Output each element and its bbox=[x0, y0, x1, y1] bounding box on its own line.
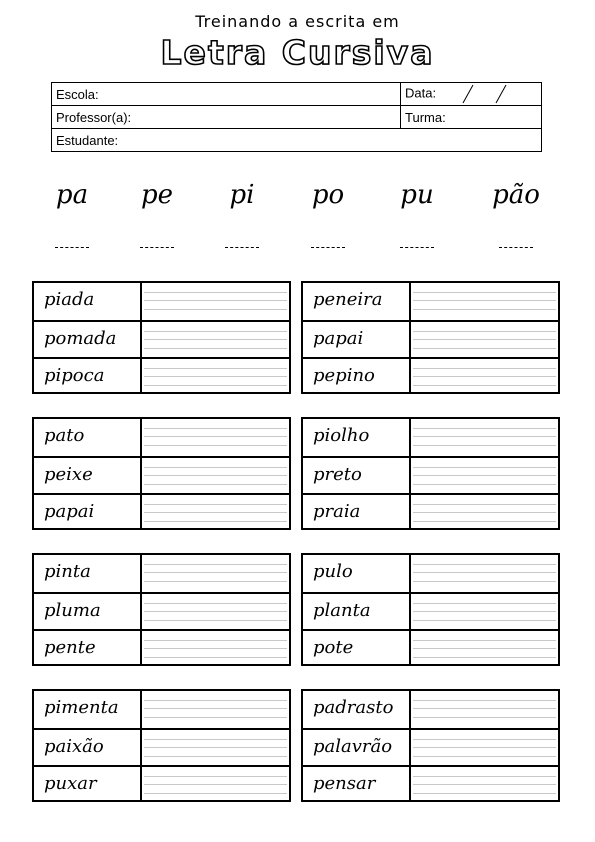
guide-line bbox=[413, 657, 556, 658]
guide-line bbox=[413, 376, 556, 377]
model-word: puxar bbox=[34, 767, 142, 802]
guide-line bbox=[144, 581, 287, 582]
guide-line bbox=[413, 756, 556, 757]
practice-row bbox=[34, 629, 289, 666]
writing-lines[interactable] bbox=[142, 458, 289, 493]
student-field[interactable] bbox=[52, 129, 542, 152]
writing-lines[interactable] bbox=[411, 283, 558, 320]
guide-line bbox=[413, 640, 556, 641]
guide-line bbox=[144, 603, 287, 604]
practice-row bbox=[303, 283, 558, 320]
practice-row bbox=[34, 555, 289, 592]
syllable-writing-line[interactable] bbox=[400, 247, 434, 248]
school-field[interactable] bbox=[52, 83, 401, 106]
model-word: pote bbox=[303, 631, 411, 666]
syllable-item bbox=[117, 175, 197, 248]
guide-line bbox=[413, 739, 556, 740]
writing-lines[interactable] bbox=[411, 767, 558, 802]
practice-row bbox=[34, 691, 289, 728]
guide-line bbox=[144, 368, 287, 369]
guide-line bbox=[413, 385, 556, 386]
guide-line bbox=[413, 368, 556, 369]
date-separator-icon bbox=[462, 84, 474, 104]
writing-lines[interactable] bbox=[411, 594, 558, 629]
practice-row bbox=[34, 728, 289, 765]
guide-line bbox=[413, 793, 556, 794]
guide-line bbox=[144, 793, 287, 794]
writing-lines[interactable] bbox=[411, 631, 558, 666]
model-word: peixe bbox=[34, 458, 142, 493]
practice-card bbox=[301, 281, 560, 394]
practice-row bbox=[34, 357, 289, 394]
model-word: praia bbox=[303, 495, 411, 530]
writing-lines[interactable] bbox=[411, 730, 558, 765]
guide-line bbox=[413, 292, 556, 293]
model-word: piada bbox=[34, 283, 142, 320]
practice-card bbox=[32, 689, 291, 802]
guide-line bbox=[413, 572, 556, 573]
practice-row bbox=[303, 691, 558, 728]
practice-card bbox=[32, 281, 291, 394]
practice-card bbox=[32, 417, 291, 530]
syllable-text: pa bbox=[55, 180, 89, 210]
guide-line bbox=[144, 467, 287, 468]
syllable-text: pi bbox=[229, 180, 255, 210]
syllable-row bbox=[32, 175, 560, 265]
guide-line bbox=[413, 521, 556, 522]
practice-row bbox=[303, 493, 558, 530]
practice-row bbox=[303, 629, 558, 666]
writing-lines[interactable] bbox=[411, 359, 558, 394]
guide-line bbox=[413, 428, 556, 429]
model-word: pluma bbox=[34, 594, 142, 629]
practice-row bbox=[303, 728, 558, 765]
date-label: Data: bbox=[405, 85, 437, 101]
writing-lines[interactable] bbox=[142, 555, 289, 592]
practice-card bbox=[301, 417, 560, 530]
model-word: planta bbox=[303, 594, 411, 629]
writing-lines[interactable] bbox=[142, 691, 289, 728]
guide-line bbox=[413, 512, 556, 513]
model-word: pulo bbox=[303, 555, 411, 592]
guide-line bbox=[413, 331, 556, 332]
guide-line bbox=[413, 717, 556, 718]
guide-line bbox=[144, 620, 287, 621]
guide-line bbox=[144, 436, 287, 437]
practice-card bbox=[32, 553, 291, 666]
guide-line bbox=[413, 648, 556, 649]
guide-line bbox=[144, 504, 287, 505]
practice-row bbox=[303, 765, 558, 802]
student-label: Estudante: bbox=[56, 132, 119, 148]
guide-line bbox=[413, 700, 556, 701]
guide-line bbox=[413, 784, 556, 785]
writing-lines[interactable] bbox=[142, 495, 289, 530]
guide-line bbox=[144, 339, 287, 340]
guide-line bbox=[144, 784, 287, 785]
syllable-item bbox=[377, 175, 457, 248]
guide-line bbox=[144, 708, 287, 709]
model-word: pimenta bbox=[34, 691, 142, 728]
guide-line bbox=[144, 331, 287, 332]
writing-lines[interactable] bbox=[411, 322, 558, 357]
guide-line bbox=[144, 348, 287, 349]
guide-line bbox=[413, 504, 556, 505]
guide-line bbox=[144, 776, 287, 777]
practice-row bbox=[303, 419, 558, 456]
writing-lines[interactable] bbox=[142, 730, 289, 765]
guide-line bbox=[144, 309, 287, 310]
guide-line bbox=[144, 428, 287, 429]
writing-lines[interactable] bbox=[142, 594, 289, 629]
guide-line bbox=[413, 475, 556, 476]
guide-line bbox=[144, 385, 287, 386]
practice-row bbox=[34, 456, 289, 493]
syllable-writing-line[interactable] bbox=[311, 247, 345, 248]
guide-line bbox=[144, 700, 287, 701]
writing-lines[interactable] bbox=[142, 359, 289, 394]
syllable-writing-line[interactable] bbox=[140, 247, 174, 248]
writing-lines[interactable] bbox=[142, 631, 289, 666]
guide-line bbox=[144, 292, 287, 293]
guide-line bbox=[413, 708, 556, 709]
class-label: Turma: bbox=[405, 109, 446, 125]
model-word: pente bbox=[34, 631, 142, 666]
syllable-text: po bbox=[311, 180, 345, 210]
writing-lines[interactable] bbox=[142, 283, 289, 320]
writing-lines[interactable] bbox=[411, 691, 558, 728]
guide-line bbox=[413, 776, 556, 777]
teacher-field[interactable] bbox=[52, 106, 401, 129]
guide-line bbox=[144, 521, 287, 522]
model-word: peneira bbox=[303, 283, 411, 320]
worksheet-subtitle: Treinando a escrita em bbox=[195, 12, 400, 31]
guide-line bbox=[144, 640, 287, 641]
writing-lines[interactable] bbox=[411, 458, 558, 493]
practice-row bbox=[303, 555, 558, 592]
practice-row bbox=[303, 357, 558, 394]
guide-line bbox=[413, 300, 556, 301]
model-word: pomada bbox=[34, 322, 142, 357]
model-word: padrasto bbox=[303, 691, 411, 728]
model-word: pepino bbox=[303, 359, 411, 394]
syllable-item bbox=[202, 175, 282, 248]
guide-line bbox=[144, 739, 287, 740]
practice-card bbox=[301, 689, 560, 802]
guide-line bbox=[144, 611, 287, 612]
guide-line bbox=[413, 620, 556, 621]
practice-row bbox=[303, 320, 558, 357]
guide-line bbox=[144, 512, 287, 513]
syllable-item bbox=[288, 175, 368, 248]
guide-line bbox=[144, 572, 287, 573]
practice-row bbox=[34, 493, 289, 530]
model-word: papai bbox=[34, 495, 142, 530]
guide-line bbox=[144, 475, 287, 476]
writing-lines[interactable] bbox=[411, 419, 558, 456]
guide-line bbox=[144, 747, 287, 748]
guide-line bbox=[144, 657, 287, 658]
syllable-writing-line[interactable] bbox=[55, 247, 89, 248]
guide-line bbox=[413, 484, 556, 485]
syllable-item bbox=[476, 175, 556, 248]
guide-line bbox=[413, 309, 556, 310]
model-word: pensar bbox=[303, 767, 411, 802]
practice-row bbox=[303, 456, 558, 493]
practice-card bbox=[301, 553, 560, 666]
guide-line bbox=[413, 445, 556, 446]
syllable-text: pe bbox=[140, 180, 174, 210]
model-word: papai bbox=[303, 322, 411, 357]
practice-row bbox=[34, 592, 289, 629]
guide-line bbox=[413, 611, 556, 612]
model-word: palavrão bbox=[303, 730, 411, 765]
practice-row bbox=[34, 419, 289, 456]
writing-lines[interactable] bbox=[142, 419, 289, 456]
guide-line bbox=[413, 348, 556, 349]
guide-line bbox=[413, 603, 556, 604]
guide-line bbox=[144, 484, 287, 485]
school-label: Escola: bbox=[56, 86, 99, 102]
syllable-text: pão bbox=[492, 180, 540, 210]
model-word: pato bbox=[34, 419, 142, 456]
model-word: pinta bbox=[34, 555, 142, 592]
writing-lines[interactable] bbox=[411, 495, 558, 530]
practice-row bbox=[303, 592, 558, 629]
practice-row bbox=[34, 765, 289, 802]
guide-line bbox=[413, 747, 556, 748]
worksheet-title: Letra Cursiva bbox=[160, 33, 435, 72]
guide-line bbox=[413, 581, 556, 582]
class-field[interactable] bbox=[401, 106, 542, 129]
model-word: preto bbox=[303, 458, 411, 493]
guide-line bbox=[144, 564, 287, 565]
guide-line bbox=[144, 376, 287, 377]
model-word: piolho bbox=[303, 419, 411, 456]
guide-line bbox=[144, 648, 287, 649]
date-separator-icon bbox=[495, 84, 507, 104]
guide-line bbox=[144, 445, 287, 446]
guide-line bbox=[144, 756, 287, 757]
practice-row bbox=[34, 283, 289, 320]
guide-line bbox=[413, 339, 556, 340]
guide-line bbox=[413, 564, 556, 565]
guide-line bbox=[144, 717, 287, 718]
guide-line bbox=[413, 467, 556, 468]
model-word: paixão bbox=[34, 730, 142, 765]
student-info-form bbox=[51, 82, 542, 152]
syllable-item bbox=[32, 175, 112, 248]
writing-lines[interactable] bbox=[142, 767, 289, 802]
writing-lines[interactable] bbox=[142, 322, 289, 357]
date-field[interactable] bbox=[401, 83, 542, 106]
teacher-label: Professor(a): bbox=[56, 109, 132, 125]
model-word: pipoca bbox=[34, 359, 142, 394]
guide-line bbox=[413, 436, 556, 437]
syllable-writing-line[interactable] bbox=[225, 247, 259, 248]
syllable-writing-line[interactable] bbox=[499, 247, 533, 248]
writing-lines[interactable] bbox=[411, 555, 558, 592]
syllable-text: pu bbox=[400, 180, 434, 210]
guide-line bbox=[144, 300, 287, 301]
practice-row bbox=[34, 320, 289, 357]
